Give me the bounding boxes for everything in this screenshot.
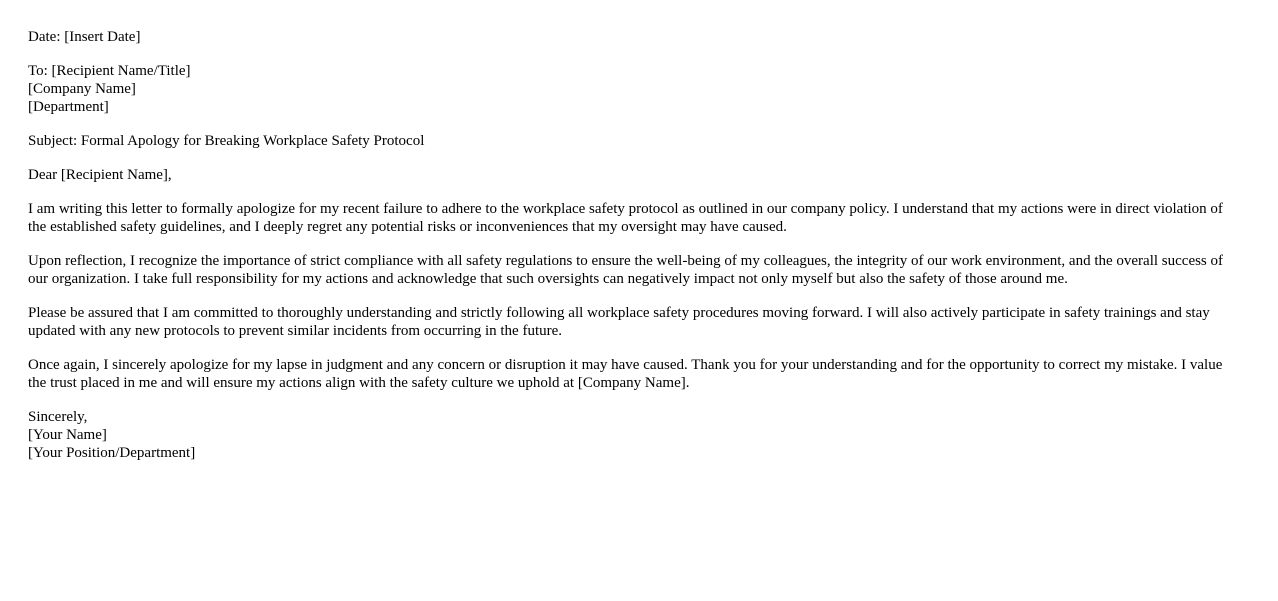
body-paragraph-4: Once again, I sincerely apologize for my lapse in judgment and any concern or disruption it may have caused. Thank you for your understanding and for the opportunity to correct my mistake. I value the trust placed in me and will ensure my actions align with the safety culture we uphold at [Company Name]. [28,357,1223,391]
recipient-department-line: [Department] [28,99,109,115]
letter-salutation [28,166,1240,184]
closing-position: [Your Position/Department] [28,445,196,461]
subject-line: Subject: Formal Apology for Breaking Workplace Safety Protocol [28,133,425,149]
recipient-name-line: To: [Recipient Name/Title] [28,63,191,79]
salutation-line: Dear [Recipient Name], [28,167,172,183]
recipient-company-line: [Company Name] [28,81,136,97]
closing-name: [Your Name] [28,427,107,443]
letter-subject [28,132,1240,150]
body-paragraph-1: I am writing this letter to formally apologize for my recent failure to adhere to the workplace safety protocol as outlined in our company policy. I understand that my actions were in direct violation of the established safety guidelines, and I deeply regret any potential risks or inconveniences that my oversight may have caused. [28,201,1223,235]
closing-sincerely: Sincerely, [28,409,88,425]
date-line: Date: [Insert Date] [28,29,141,45]
letter-closing [28,408,1240,462]
recipient-address [28,62,1240,116]
body-paragraph-3: Please be assured that I am committed to thoroughly understanding and strictly following all workplace safety procedures moving forward. I will also actively participate in safety trainings and stay updated with any new protocols to prevent similar incidents from occurring in the future. [28,305,1210,339]
body-paragraph-2: Upon reflection, I recognize the importance of strict compliance with all safety regulations to ensure the well-being of my colleagues, the integrity of our work environment, and the overall success of our organization. I take full responsibility for my actions and acknowledge that such oversights can negatively impact not only myself but also the safety of those around me. [28,253,1224,287]
letter-date [28,28,1240,46]
apology-letter [28,28,1240,478]
